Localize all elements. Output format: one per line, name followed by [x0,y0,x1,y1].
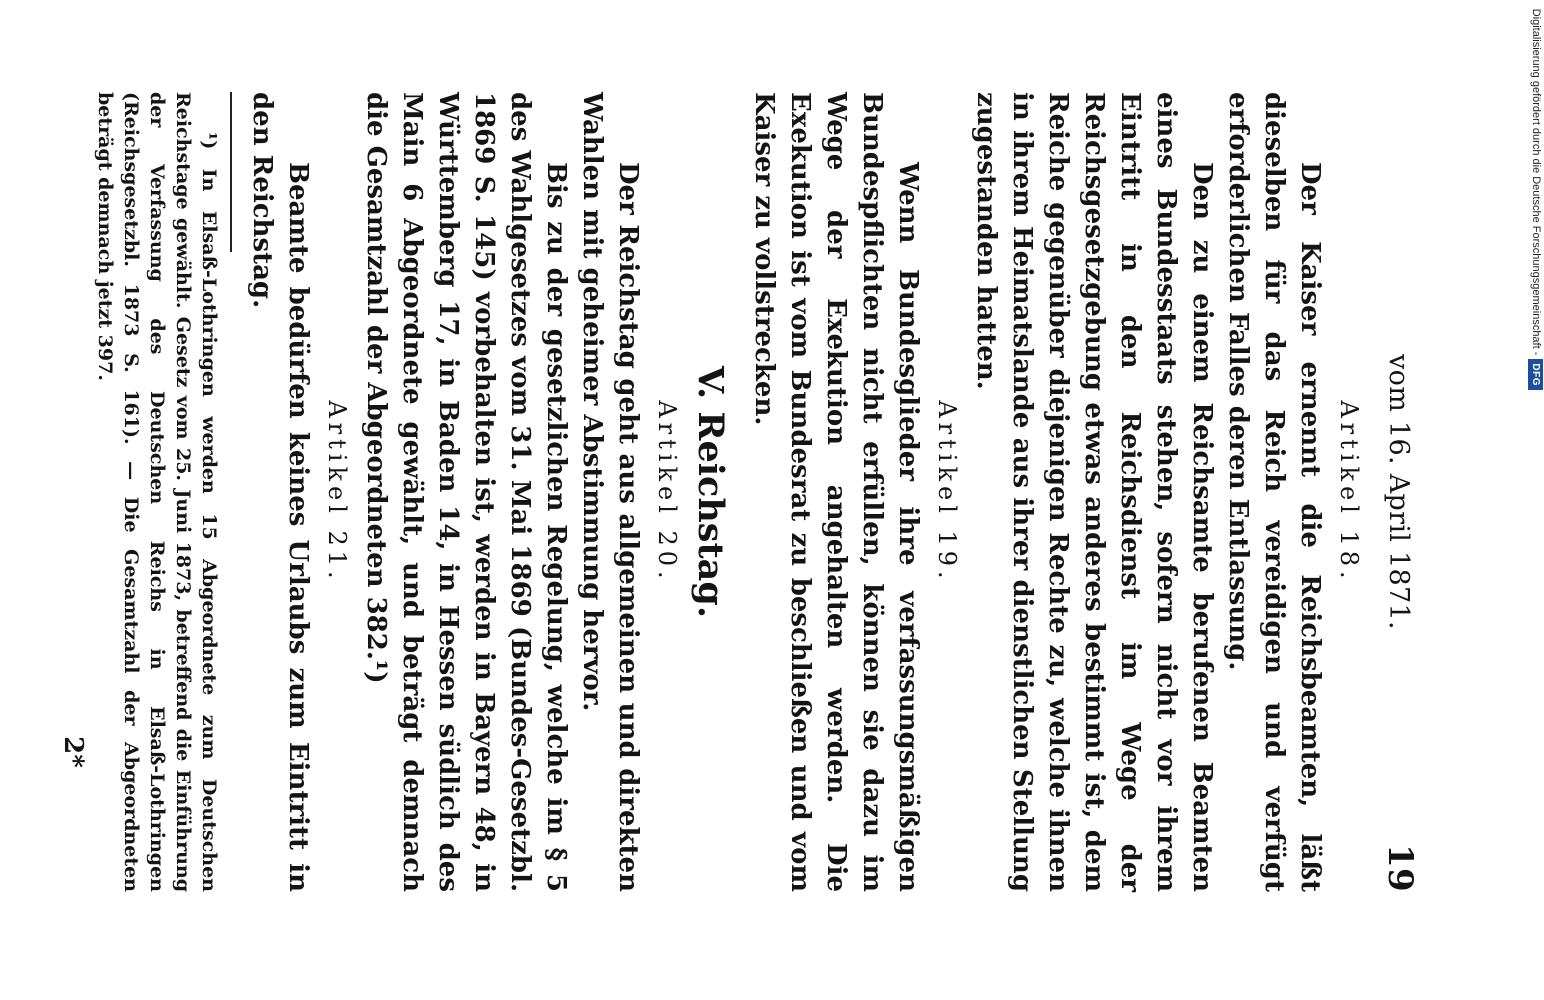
article-18-paragraph-1: Der Kaiser ernennt die Reichsbeamten, läßt dieselben für das Reich vereidigen und verfügt erforderlichen Falles deren Entlassung. [1223,92,1325,892]
article-20-paragraph-1: Der Reichstag geht aus allgemeinen und direkten Wahlen mit geheimer Abstimmung hervor. [577,92,643,892]
article-21-paragraph-1: Beamte bedürfen keines Urlaubs zum Eintritt in den Reichstag. [247,92,313,892]
footnote-divider [230,92,232,252]
running-head-title: vom 16. April 1871. [1383,354,1414,630]
article-21-heading: Artikel 21. [323,400,351,584]
article-20 [358,92,684,892]
article-19-paragraph-1: Wenn Bundesglieder ihre verfassungsmäßigen Bundespflichten nicht erfüllen, können sie dazu im Wege der Exekution angehalten werden. Die Exekution ist vom Bundesrat zu beschließen und vom Kaiser zu vollstrecken. [749,92,923,892]
article-21 [244,92,354,892]
dfg-logo: DFG [1529,359,1544,390]
article-19 [746,92,964,892]
footnote: ¹) In Elsaß-Lothringen werden 15 Abgeordnete zum Deutschen Reichstage gewählt. Gesetz vom 25. Juni 1873, betreffend die Einführung der Verfassung des Deutschen Reichs in Elsaß-Lothringen (Reichsgesetzbl. 1873 S. 161). — Die Gesamtzahl der Abgeordneten beträgt demnach jetzt 397. [94,92,220,892]
article-20-paragraph-2: Bis zu der gesetzlichen Regelung, welche im § 5 des Wahlgesetzes vom 31. Mai 1869 (Bundes-Gesetzbl. 1869 S. 145) vorbehalten ist, werden in Bayern 48, in Württemberg 17, in Baden 14, in Hessen südlich des Main 6 Abgeordnete gewählt, und beträgt demnach die Gesamtzahl der Abgeordneten 382.¹) [361,92,571,892]
article-18 [968,92,1366,892]
running-head [1370,92,1420,892]
article-20-heading: Artikel 20. [653,400,681,584]
section-heading-reichstag: V. Reichstag. [690,365,731,619]
digitization-caption: Digitalisierung gefördert durch die Deutsche Forschungsgemeinschaft - [1530,8,1542,356]
page-content [58,92,1420,892]
article-19-heading: Artikel 19. [933,400,961,584]
sheet-signature-mark [58,92,88,892]
digitization-note [1526,10,1544,390]
article-18-heading: Artikel 18. [1335,400,1363,584]
sheet-signature-text: 2* [58,736,88,768]
article-18-paragraph-2: Den zu einem Reichsamte berufenen Beamten eines Bundesstaats stehen, sofern nicht vor ihrem Eintritt in den Reichsdienst im Wege der Reichsgesetzgebung etwas anderes bestimmt ist, dem Reiche gegenüber diejenigen Rechte zu, welche ihnen in ihrem Heimatslande aus ihrer dienstlichen Stellung zugestanden hatten. [971,92,1217,892]
page-number: 19 [1380,844,1420,892]
